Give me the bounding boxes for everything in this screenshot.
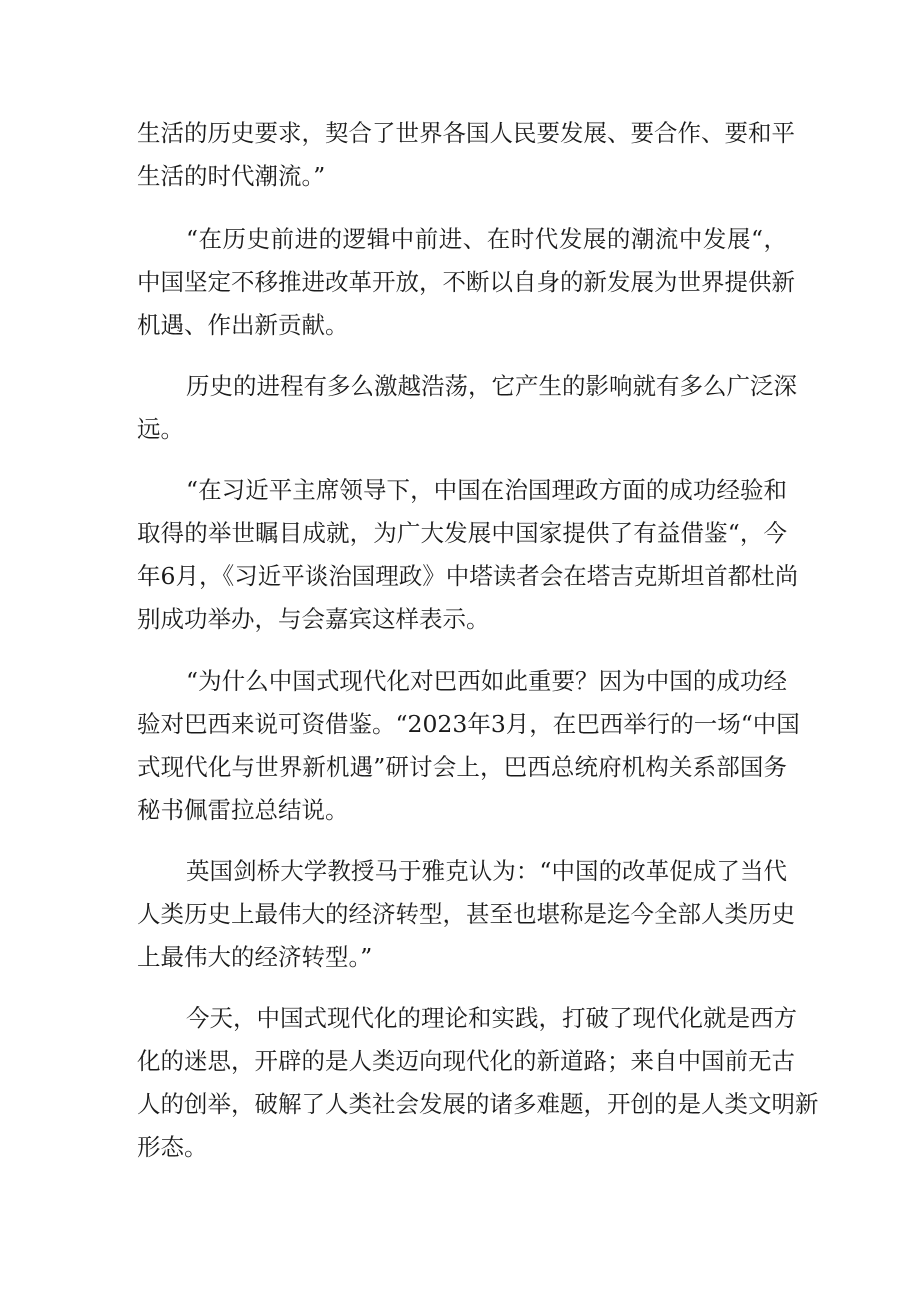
paragraph-line: 上最伟大的经济转型。” (137, 943, 373, 971)
paragraph-line: 中国坚定不移推进改革开放，不断以自身的新发展为世界提供新 (137, 268, 795, 296)
paragraph-line: 取得的举世瞩目成就，为广大发展中国家提供了有益借鉴“，今 (137, 519, 787, 547)
paragraph-line: 形态。 (137, 1133, 208, 1161)
paragraph-line: 英国剑桥大学教授马于雅克认为：“中国的改革促成了当代 (186, 857, 787, 885)
paragraph-line: 生活的时代潮流。” (137, 162, 326, 190)
paragraph-line: 生活的历史要求，契合了世界各国人民要发展、要合作、要和平 (137, 119, 795, 147)
paragraph-line: 人的创举，破解了人类社会发展的诸多难题，开创的是人类文明新 (137, 1090, 819, 1118)
paragraph-line: “在习近平主席领导下，中国在治国理政方面的成功经验和 (186, 476, 787, 504)
paragraph-line: 化的迷思，开辟的是人类迈向现代化的新道路；来自中国前无古 (137, 1047, 795, 1075)
paragraph-line: 验对巴西来说可资借鉴。“2023年3月，在巴西举行的一场“中国 (137, 710, 800, 738)
paragraph-line: “为什么中国式现代化对巴西如此重要？因为中国的成功经 (186, 667, 787, 695)
paragraph-line: 人类历史上最伟大的经济转型，甚至也堪称是迄今全部人类历史 (137, 900, 795, 928)
paragraph-line: 别成功举办，与会嘉宾这样表示。 (137, 605, 490, 633)
paragraph-line: 远。 (137, 415, 184, 443)
paragraph-line: 秘书佩雷拉总结说。 (137, 796, 349, 824)
paragraph-line: 式现代化与世界新机遇”研讨会上，巴西总统府机构关系部国务 (137, 753, 787, 781)
paragraph-line: 历史的进程有多么激越浩荡，它产生的影响就有多么广泛深 (186, 372, 797, 400)
paragraph-line: 机遇、作出新贡献。 (137, 311, 349, 339)
paragraph-line: 年6月，《习近平谈治国理政》中塔读者会在塔吉克斯坦首都杜尚 (137, 562, 799, 590)
paragraph-line: 今天，中国式现代化的理论和实践，打破了现代化就是西方 (186, 1004, 797, 1032)
paragraph-line: “在历史前进的逻辑中前进、在时代发展的潮流中发展“， (186, 225, 787, 253)
